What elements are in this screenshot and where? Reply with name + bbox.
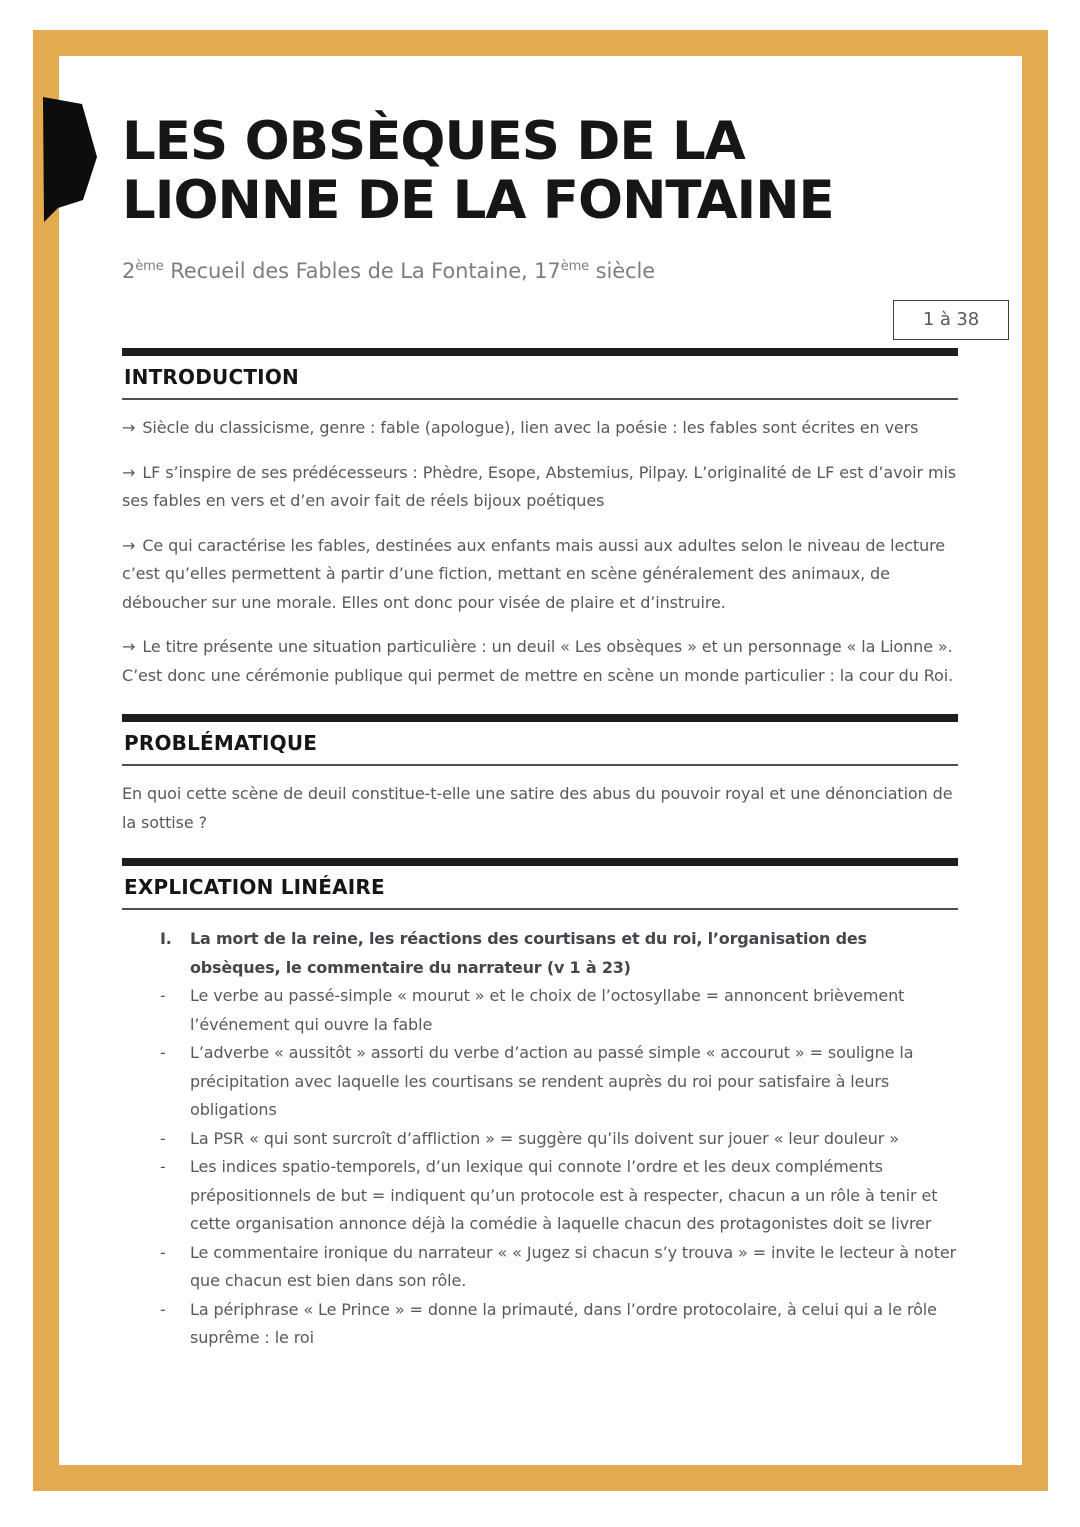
section-problematique [122, 714, 958, 837]
page-title [122, 112, 958, 230]
list-item [160, 1153, 958, 1239]
list-item-text: Les indices spatio-temporels, d’un lexique qui connote l’ordre et les deux compléments prépositionnels de but = indiquent qu’un protocole est à respecter, chacun a un rôle à tenir et cette organisation annonce déjà la comédie à laquelle chacun des protagonistes doit se livrer [190, 1157, 938, 1233]
list-item [160, 1039, 958, 1125]
bullet-list [122, 982, 958, 1353]
section-heading-problematique: PROBLÉMATIQUE [124, 731, 318, 755]
page-title-line-2: LIONNE DE LA FONTAINE [122, 170, 834, 231]
list-item [160, 1239, 958, 1296]
dash-bullet: - [160, 986, 166, 1005]
section-top-rule [122, 348, 958, 356]
intro-paragraph [122, 633, 958, 690]
section-explication-lineaire [122, 858, 958, 1353]
section-underline [122, 764, 958, 766]
intro-paragraph [122, 532, 958, 618]
subtitle-superscript: ème [135, 259, 164, 274]
list-item [160, 982, 958, 1039]
arrow-icon: → [122, 535, 136, 555]
dash-bullet: - [160, 1157, 166, 1176]
paragraph-text: Siècle du classicisme, genre : fable (apologue), lien avec la poésie : les fables sont écrites en vers [142, 418, 919, 437]
section-top-rule [122, 714, 958, 722]
verse-range-badge: 1 à 38 [893, 300, 1009, 340]
section-heading-explication: EXPLICATION LINÉAIRE [124, 875, 385, 899]
list-item-text: La PSR « qui sont surcroît d’affliction » = suggère qu’ils doivent sur jouer « leur douleur » [190, 1128, 899, 1148]
dash-bullet: - [160, 1043, 166, 1062]
dash-bullet: - [160, 1128, 166, 1148]
page-subtitle [122, 256, 958, 286]
section-heading-introduction: INTRODUCTION [124, 365, 299, 389]
intro-paragraph [122, 459, 958, 516]
arrow-icon: → [122, 418, 136, 437]
intro-paragraph [122, 414, 958, 443]
list-item-text: La périphrase « Le Prince » = donne la primauté, dans l’ordre protocolaire, à celui qui a le rôle suprême : le roi [190, 1299, 937, 1347]
subtitle-superscript: ème [560, 259, 590, 274]
page-title-line-1: LES OBSÈQUES DE LA [122, 111, 745, 172]
list-item [160, 1125, 958, 1154]
list-item [160, 1296, 958, 1353]
problematique-text: En quoi cette scène de deuil constitue-t-elle une satire des abus du pouvoir royal et une dénonciation de la sottise ? [122, 784, 953, 832]
part-heading [122, 925, 958, 982]
section-top-rule [122, 858, 958, 866]
dash-bullet: - [160, 1242, 166, 1262]
list-item-text: Le commentaire ironique du narrateur « « Jugez si chacun s’y trouva » = invite le lecteur à noter que chacun est bien dans son rôle. [190, 1242, 957, 1290]
paragraph-text: Le titre présente une situation particulière : un deuil « Les obsèques » et un personnage « la Lionne ». C’est donc une cérémonie publique qui permet de mettre en scène un monde particulier : la cour du Roi. [122, 637, 954, 685]
list-item-text: L’adverbe « aussitôt » assorti du verbe d’action au passé simple « accourut » = souligne la précipitation avec laquelle les courtisans se rendent auprès du roi pour satisfaire à leurs obligations [190, 1043, 914, 1119]
section-underline [122, 908, 958, 910]
arrow-icon: → [122, 637, 136, 656]
section-underline [122, 398, 958, 400]
paragraph-text: LF s’inspire de ses prédécesseurs : Phèdre, Esope, Abstemius, Pilpay. L’originalité de LF est d’avoir mis ses fables en vers et d’en avoir fait de réels bijoux poétiques [122, 462, 957, 510]
subtitle-text: Recueil des Fables de La Fontaine, 17 [163, 259, 561, 283]
list-item-text: Le verbe au passé-simple « mourut » et le choix de l’octosyllabe = annoncent brièvement l’événement qui ouvre la fable [190, 986, 905, 1034]
bookmark-ribbon-icon [40, 93, 100, 225]
paragraph-text: Ce qui caractérise les fables, destinées aux enfants mais aussi aux adultes selon le niveau de lecture c’est qu’elles permettent à partir d’une fiction, mettant en scène généralement des animaux, de déboucher sur une morale. Elles ont donc pour visée de plaire et d’instruire. [122, 535, 945, 612]
subtitle-text: 2 [122, 259, 136, 283]
arrow-icon: → [122, 462, 136, 482]
document-content [122, 111, 980, 1353]
dash-bullet: - [160, 1299, 166, 1319]
subtitle-text: siècle [589, 259, 656, 283]
section-introduction [122, 348, 958, 690]
part-title: La mort de la reine, les réactions des courtisans et du roi, l’organisation des obsèques, le commentaire du narrateur (v 1 à 23) [190, 929, 867, 977]
roman-numeral: I. [160, 929, 172, 948]
